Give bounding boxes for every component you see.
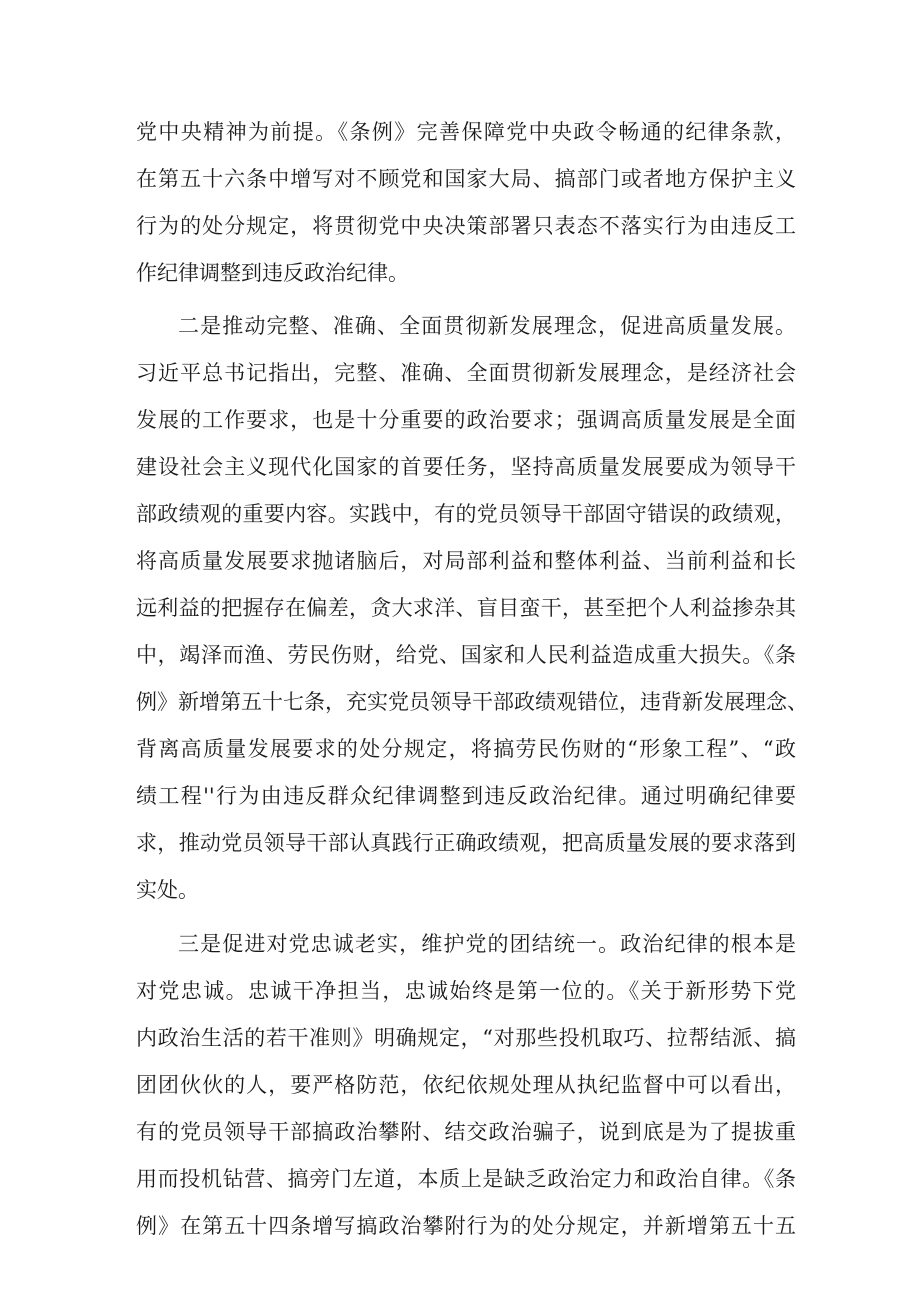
text-line: 建设社会主义现代化国家的首要任务，坚持高质量发展要成为领导干 [136,455,796,479]
text-line: 发展的工作要求，也是十分重要的政治要求；强调高质量发展是全面 [136,408,796,432]
text-line: 在第五十六条中增写对不顾党和国家大局、搞部门或者地方保护主义 [136,167,796,191]
text-line: 部政绩观的重要内容。实践中，有的党员领导干部固守错误的政绩观， [136,502,796,526]
text-line: 习近平总书记指出，完整、准确、全面贯彻新发展理念，是经济社会 [136,361,796,385]
text-line: 绩工程''行为由违反群众纪律调整到违反政治纪律。通过明确纪律要 [136,784,796,808]
text-line: 实处。 [136,878,199,902]
text-line: 用而投机钻营、搞旁门左道，本质上是缺乏政治定力和政治自律。《条 [136,1167,796,1191]
text-line: 将高质量发展要求抛诸脑后，对局部利益和整体利益、当前利益和长 [136,549,796,573]
text-line: 背离高质量发展要求的处分规定，将搞劳民伤财的“形象工程”、“政 [136,737,796,761]
text-line: 行为的处分规定，将贯彻党中央决策部署只表态不落实行为由违反工 [136,214,796,238]
text-line: 对党忠诚。忠诚干净担当，忠诚始终是第一位的。《关于新形势下党 [136,979,796,1003]
paragraph-heading-line: 三是促进对党忠诚老实，维护党的团结统一。政治纪律的根本是 [178,932,796,956]
text-line: 团团伙伙的人，要严格防范，依纪依规处理从执纪监督中可以看出， [136,1073,796,1097]
text-line: 远利益的把握存在偏差，贪大求洋、盲目蛮干，甚至把个人利益掺杂其 [136,596,796,620]
text-line: 中，竭泽而渔、劳民伤财，给党、国家和人民利益造成重大损失。《条 [136,643,796,667]
text-line: 例》新增第五十七条，充实党员领导干部政绩观错位，违背新发展理念、 [136,690,808,714]
paragraph-heading-line: 二是推动完整、准确、全面贯彻新发展理念，促进高质量发展。 [178,314,796,338]
text-line: 有的党员领导干部搞政治攀附、结交政治骗子，说到底是为了提拔重 [136,1120,796,1144]
text-line: 作纪律调整到违反政治纪律。 [136,261,409,285]
text-line: 党中央精神为前提。《条例》完善保障党中央政令畅通的纪律条款， [136,120,796,144]
text-line: 例》在第五十四条增写搞政治攀附行为的处分规定，并新增第五十五 [136,1214,796,1238]
text-line: 内政治生活的若干准则》明确规定，“对那些投机取巧、拉帮结派、搞 [136,1026,796,1050]
text-line: 求，推动党员领导干部认真践行正确政绩观，把高质量发展的要求落到 [136,831,796,855]
